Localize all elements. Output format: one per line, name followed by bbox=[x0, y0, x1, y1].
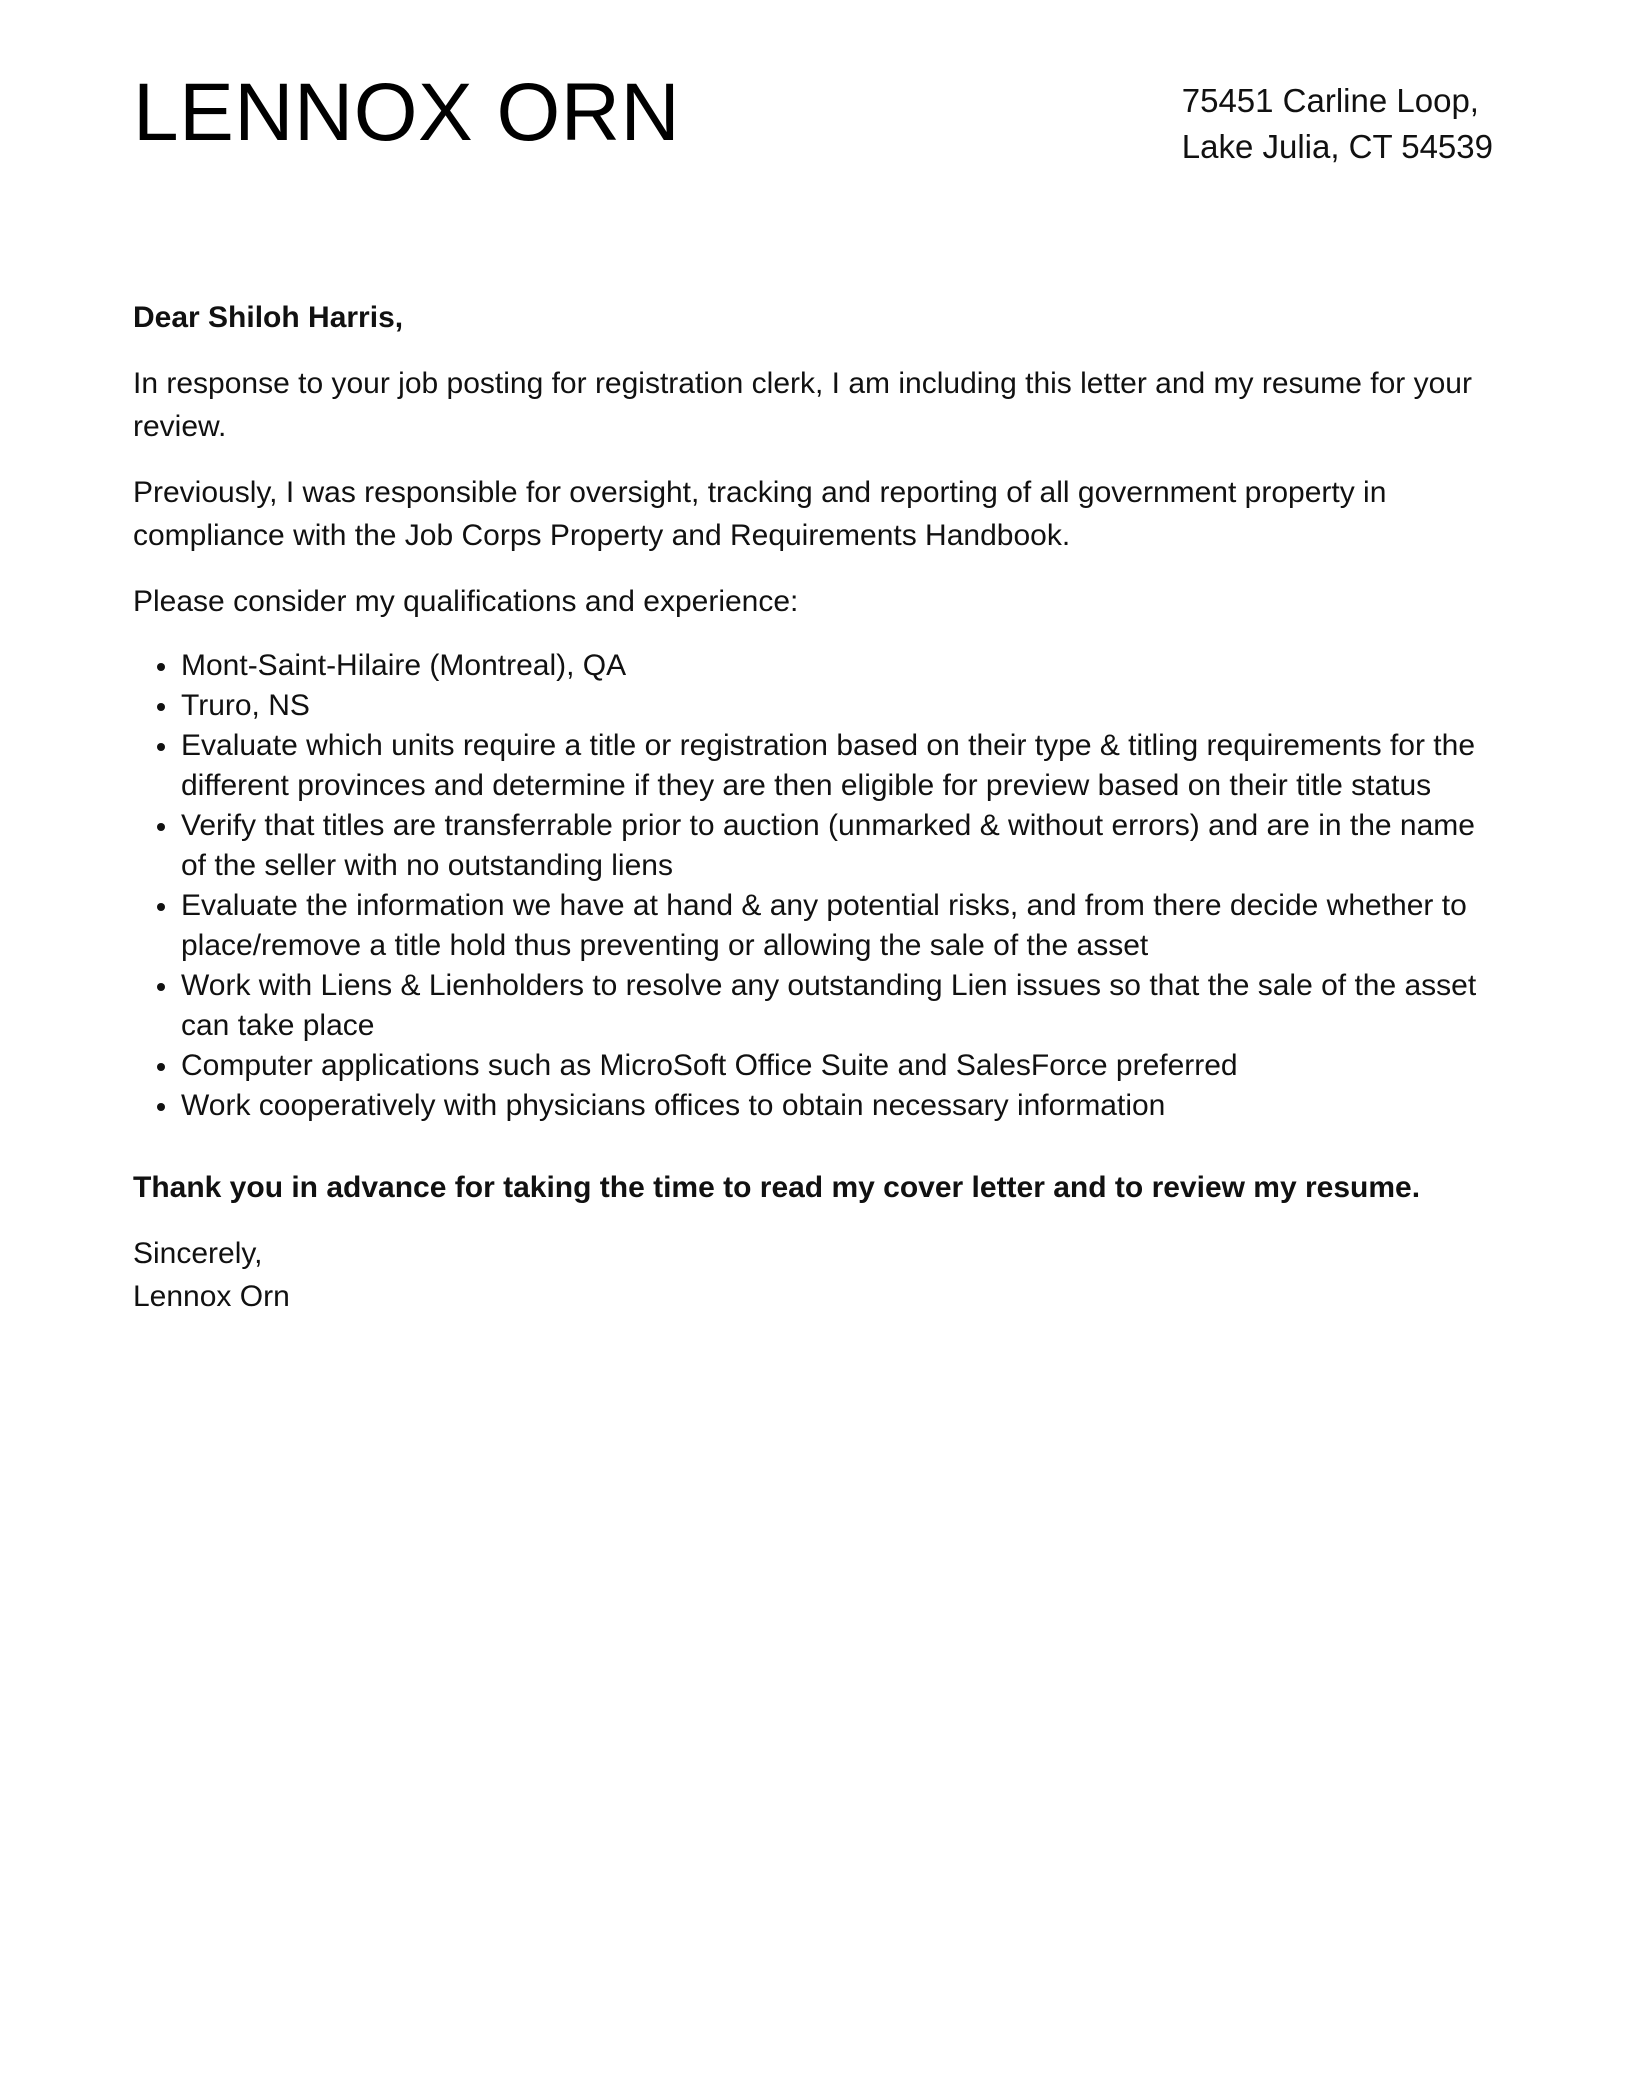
sender-address bbox=[1182, 78, 1493, 170]
closing-statement: Thank you in advance for taking the time to read my cover letter and to review my resume. bbox=[133, 1171, 1421, 1204]
list-item bbox=[181, 726, 1493, 806]
list-item bbox=[181, 966, 1493, 1046]
signoff: Sincerely, bbox=[133, 1237, 263, 1270]
paragraph-intro: In response to your job posting for registration clerk, I am including this letter and my resume for your review. bbox=[133, 367, 1472, 443]
list-item-text: Mont-Saint-Hilaire (Montreal), QA bbox=[181, 649, 627, 682]
bullet-icon bbox=[157, 663, 165, 671]
list-item bbox=[181, 646, 1493, 686]
letter-body bbox=[133, 296, 1493, 1318]
list-item bbox=[181, 886, 1493, 966]
list-item bbox=[181, 1086, 1493, 1126]
salutation: Dear Shiloh Harris, bbox=[133, 301, 404, 334]
list-item-text: Evaluate which units require a title or registration based on their type & titling requirements for the different provinces and determine if they are then eligible for preview based on their title status bbox=[181, 729, 1476, 802]
sender-name: LENNOX ORN bbox=[133, 67, 681, 158]
bullet-icon bbox=[157, 823, 165, 831]
address-line-1: 75451 Carline Loop, bbox=[1181, 82, 1479, 119]
letter-header bbox=[133, 0, 1493, 270]
cover-letter-page bbox=[133, 0, 1493, 1313]
bullet-icon bbox=[157, 983, 165, 991]
bullet-icon bbox=[157, 1103, 165, 1111]
list-item-text: Evaluate the information we have at hand & any potential risks, and from there decide whether to place/remove a title hold thus preventing or allowing the sale of the asset bbox=[181, 889, 1467, 962]
signoff-block bbox=[133, 1232, 1493, 1318]
qualifications-list bbox=[133, 646, 1493, 1126]
list-item bbox=[181, 686, 1493, 726]
list-item-text: Work with Liens & Lienholders to resolve any outstanding Lien issues so that the sale of the asset can take place bbox=[181, 969, 1477, 1042]
bullet-icon bbox=[157, 743, 165, 751]
bullet-icon bbox=[157, 703, 165, 711]
paragraph-experience: Previously, I was responsible for oversight, tracking and reporting of all government property in compliance with the Job Corps Property and Requirements Handbook. bbox=[133, 476, 1387, 552]
list-item bbox=[181, 806, 1493, 886]
address-line-2: Lake Julia, CT 54539 bbox=[1181, 128, 1493, 165]
list-item-text: Truro, NS bbox=[181, 689, 310, 722]
list-item-text: Verify that titles are transferrable prior to auction (unmarked & without errors) and are in the name of the seller with no outstanding liens bbox=[181, 809, 1475, 882]
signature-name: Lennox Orn bbox=[133, 1280, 290, 1313]
list-item-text: Work cooperatively with physicians offices to obtain necessary information bbox=[181, 1089, 1166, 1122]
list-item bbox=[181, 1046, 1493, 1086]
bullet-icon bbox=[157, 1063, 165, 1071]
bullet-icon bbox=[157, 903, 165, 911]
paragraph-qualifications-lead: Please consider my qualifications and experience: bbox=[133, 585, 799, 618]
list-item-text: Computer applications such as MicroSoft Office Suite and SalesForce preferred bbox=[181, 1049, 1238, 1082]
